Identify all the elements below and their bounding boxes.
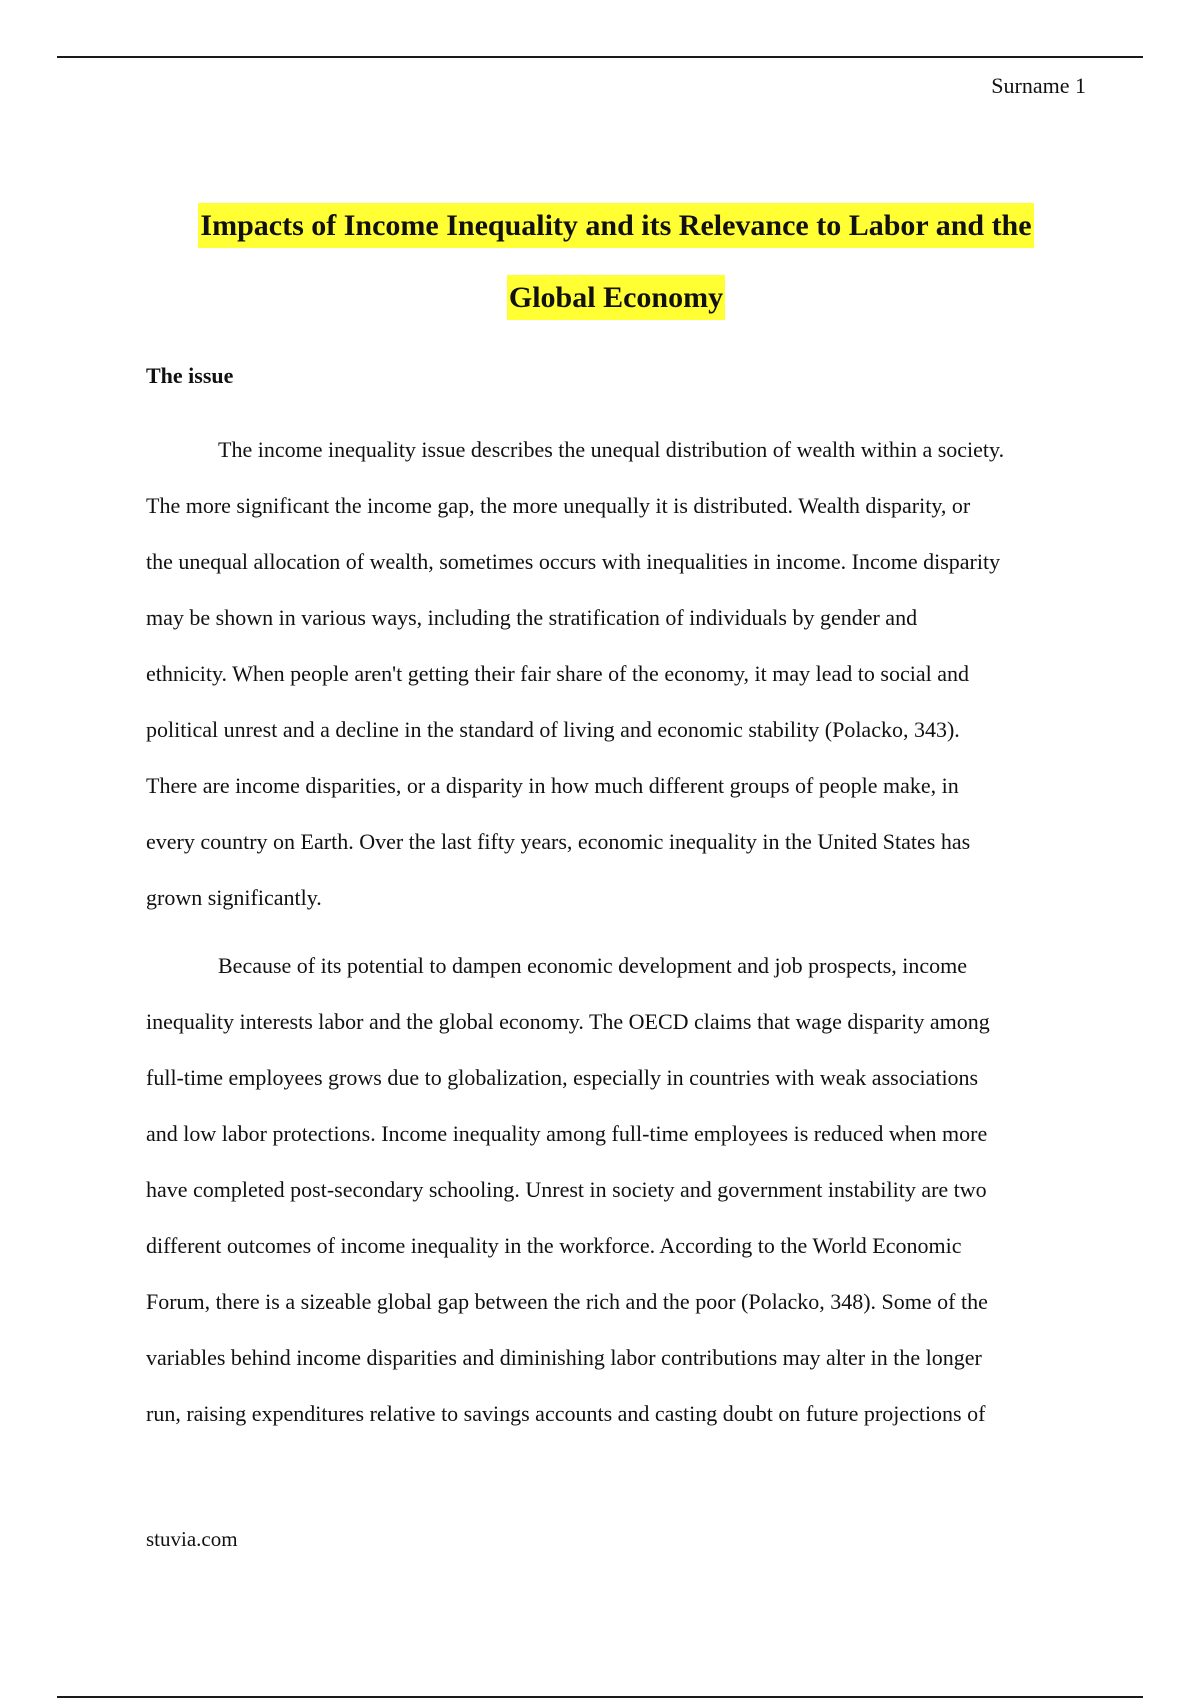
title-line-2: Global Economy bbox=[507, 275, 725, 320]
paragraph-line: ethnicity. When people aren't getting their fair share of the economy, it may lead to social and bbox=[146, 661, 969, 686]
paragraph-line: have completed post-secondary schooling. Unrest in society and government instability are two bbox=[146, 1177, 987, 1202]
paragraph-line: grown significantly. bbox=[146, 885, 322, 910]
paragraph-1 bbox=[146, 422, 1086, 926]
paragraph-line: Because of its potential to dampen economic development and job prospects, income bbox=[218, 953, 968, 978]
paragraph-line: every country on Earth. Over the last fifty years, economic inequality in the United States has bbox=[146, 829, 971, 854]
paragraph-line: the unequal allocation of wealth, sometimes occurs with inequalities in income. Income disparity bbox=[146, 549, 1001, 574]
top-rule bbox=[57, 56, 1143, 58]
bottom-rule bbox=[57, 1696, 1143, 1698]
paragraph-2 bbox=[146, 938, 1086, 1442]
title-line-1: Impacts of Income Inequality and its Relevance to Labor and the bbox=[198, 203, 1033, 248]
source-footer: stuvia.com bbox=[146, 1527, 238, 1551]
paragraph-line: may be shown in various ways, including the stratification of individuals by gender and bbox=[146, 605, 918, 630]
section-heading: The issue bbox=[146, 363, 234, 388]
paragraph-line: There are income disparities, or a disparity in how much different groups of people make, in bbox=[146, 773, 959, 798]
running-head: Surname 1 bbox=[991, 73, 1086, 98]
paragraph-line: different outcomes of income inequality in the workforce. According to the World Economic bbox=[146, 1233, 962, 1258]
paragraph-line: full-time employees grows due to globalization, especially in countries with weak associations bbox=[146, 1065, 979, 1090]
body-text bbox=[146, 422, 1086, 1454]
paragraph-line: political unrest and a decline in the standard of living and economic stability (Polacko, 343). bbox=[146, 717, 960, 742]
paragraph-line: The more significant the income gap, the more unequally it is distributed. Wealth disparity, or bbox=[146, 493, 971, 518]
paragraph-line: Forum, there is a sizeable global gap between the rich and the poor (Polacko, 348). Some of the bbox=[146, 1289, 988, 1314]
paragraph-line: and low labor protections. Income inequality among full-time employees is reduced when more bbox=[146, 1121, 988, 1146]
paragraph-line: inequality interests labor and the global economy. The OECD claims that wage disparity among bbox=[146, 1009, 990, 1034]
paragraph-line: run, raising expenditures relative to savings accounts and casting doubt on future projections of bbox=[146, 1401, 986, 1426]
document-title bbox=[146, 190, 1086, 334]
paragraph-line: The income inequality issue describes the unequal distribution of wealth within a society. bbox=[218, 437, 1005, 462]
paragraph-line: variables behind income disparities and diminishing labor contributions may alter in the longer bbox=[146, 1345, 982, 1370]
